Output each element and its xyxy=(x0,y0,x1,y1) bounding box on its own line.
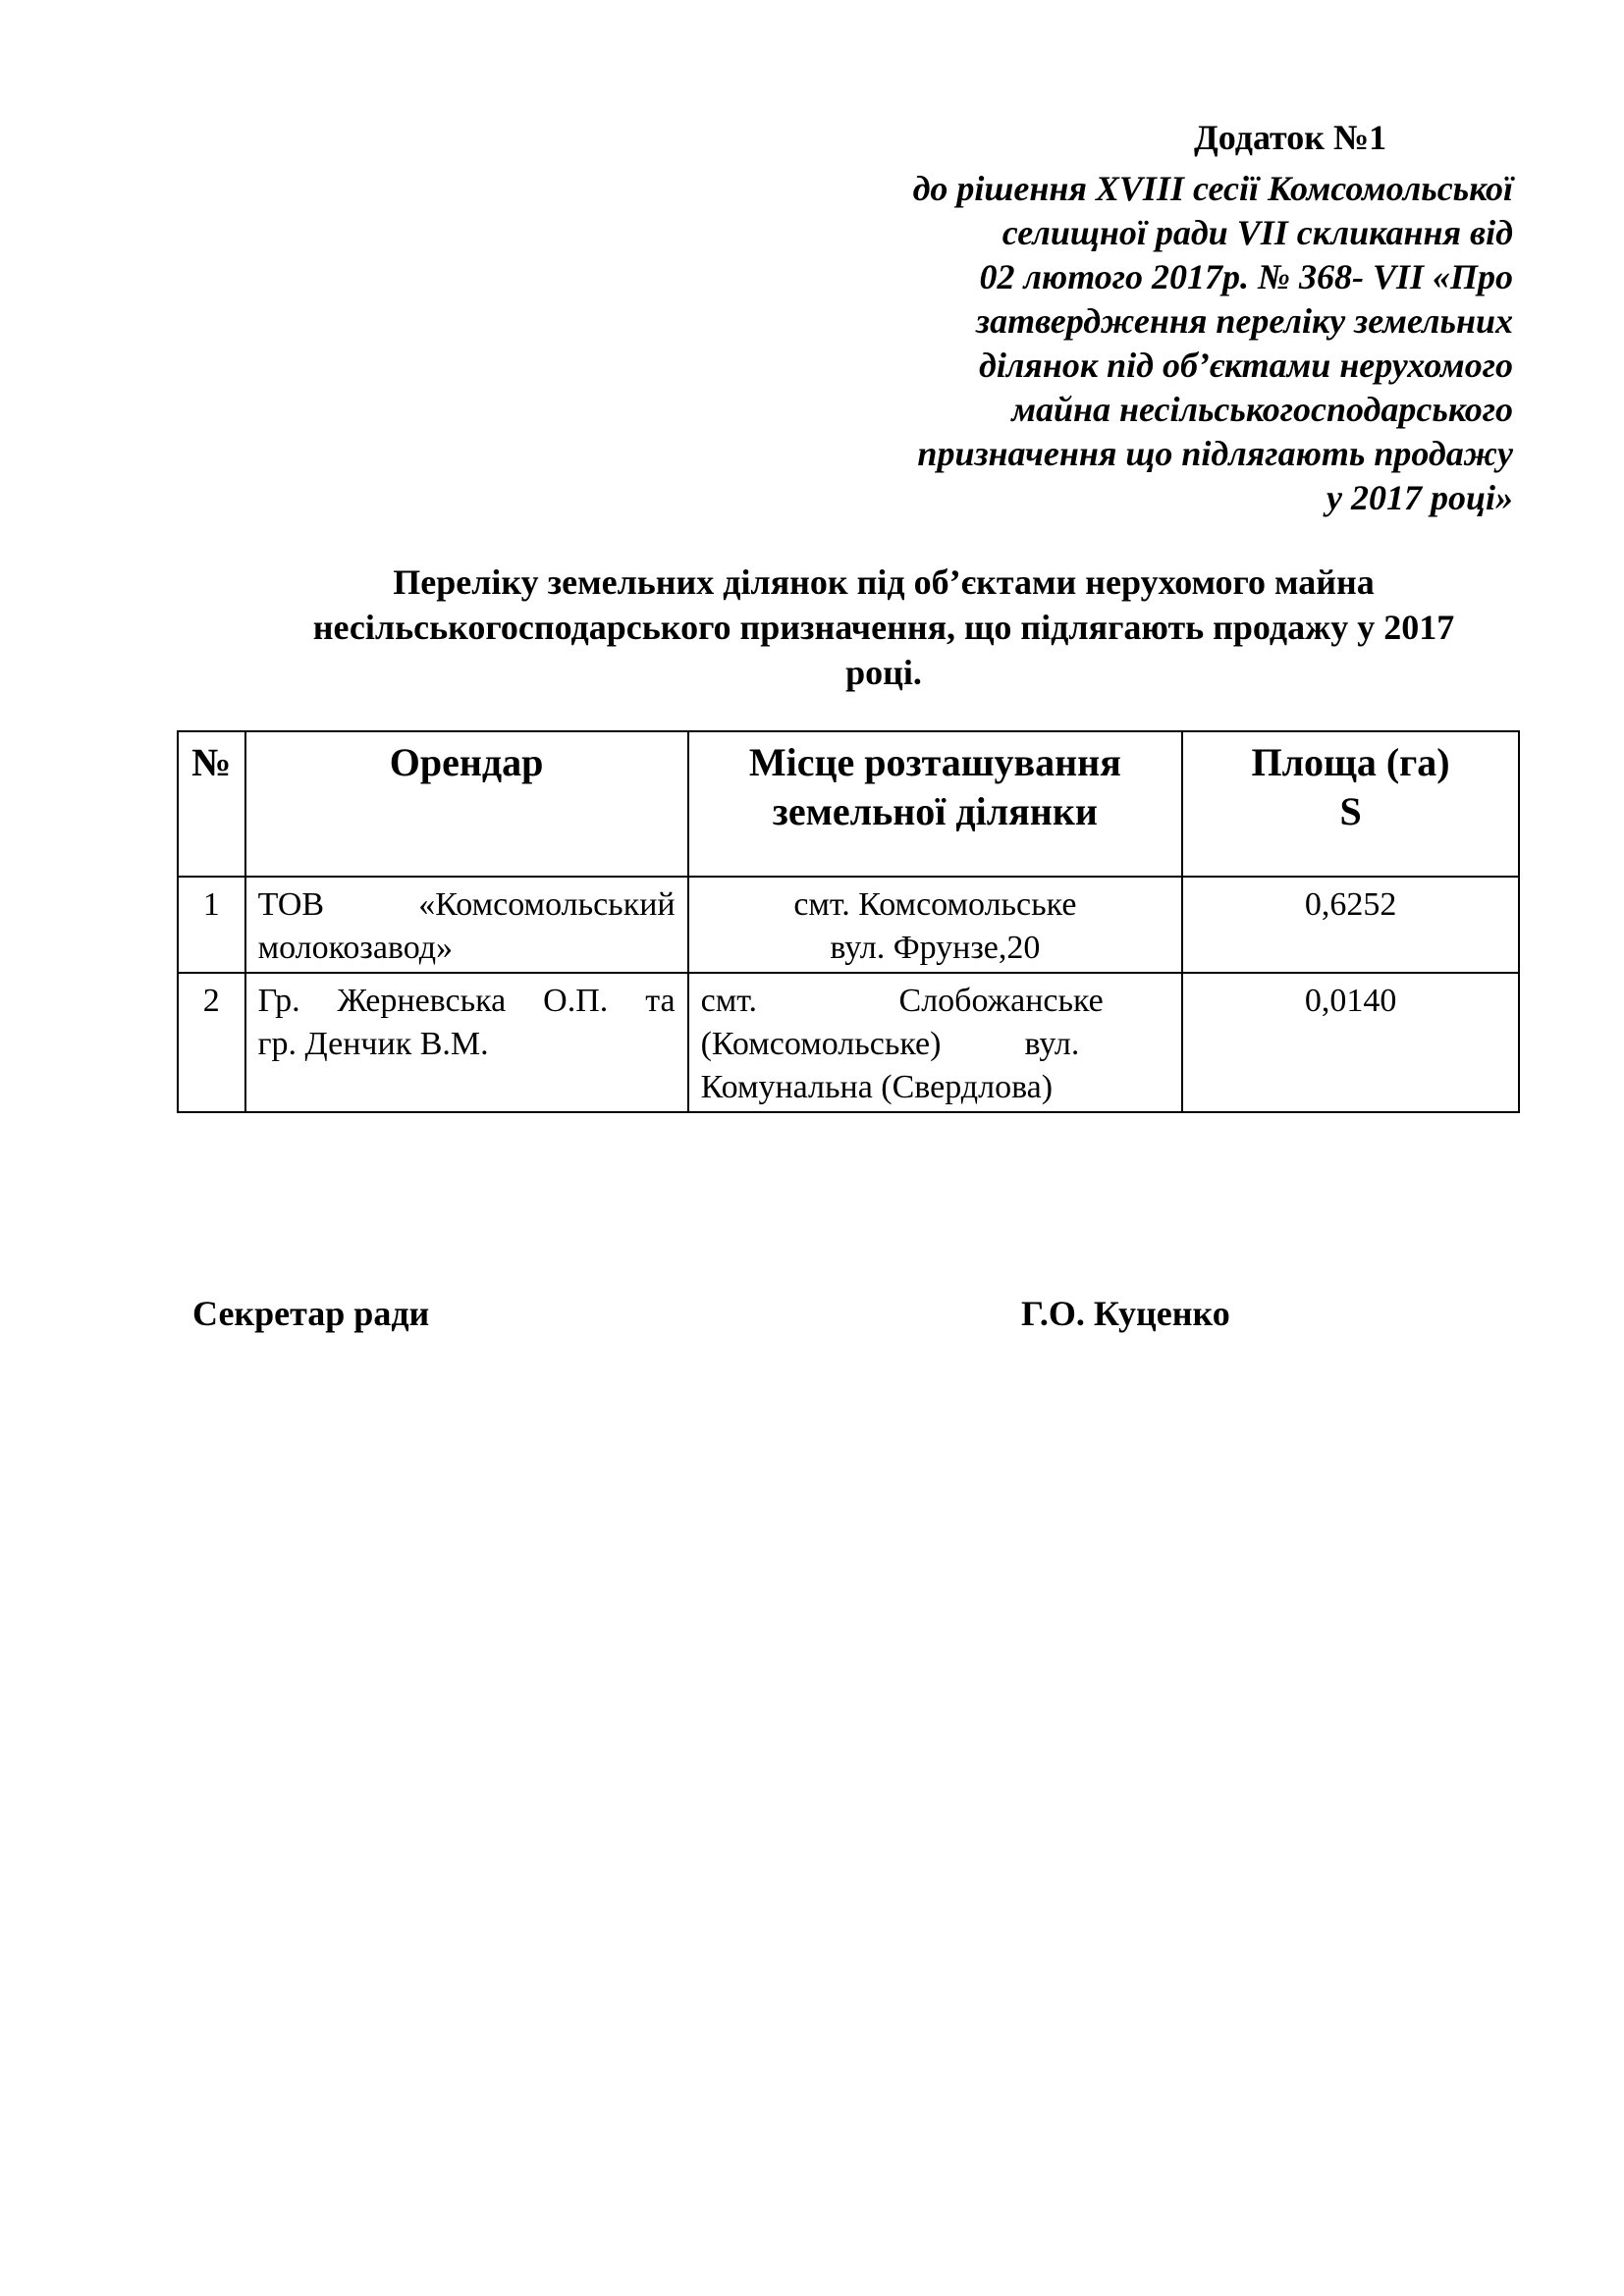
appendix-reference xyxy=(708,167,1513,520)
appendix-ref-line: майна несільськогосподарського xyxy=(1011,390,1513,429)
header-num: № xyxy=(178,731,245,877)
appendix-ref-line: 02 лютого 2017р. № 368- VII «Про xyxy=(979,257,1513,296)
row-num: 1 xyxy=(178,877,245,973)
table-row xyxy=(178,877,1519,973)
table-header-row xyxy=(178,731,1519,877)
tenant-line: молокозавод» xyxy=(257,930,454,966)
appendix-ref-line: у 2017 році» xyxy=(1326,478,1513,517)
location-line: вул. Фрунзе,20 xyxy=(830,930,1041,966)
location-line: (Комсомольське) вул. xyxy=(700,1026,1080,1062)
row-location xyxy=(688,973,1183,1112)
header-location xyxy=(688,731,1183,877)
location-line: смт. Слобожанське xyxy=(700,983,1104,1019)
header-area-line: S xyxy=(1339,789,1362,833)
appendix-title: Додаток №1 xyxy=(1194,118,1387,157)
tenant-line: Гр. Жерневська О.П. та xyxy=(257,983,676,1019)
appendix-ref-line: до рішення XVIII сесії Комсомольської xyxy=(912,169,1513,208)
row-tenant xyxy=(245,973,688,1112)
appendix-ref-line: затвердження переліку земельних xyxy=(976,301,1513,341)
land-plots-table xyxy=(177,730,1520,1113)
header-area-line: Площа (га) xyxy=(1251,740,1450,784)
header-location-line: Місце розташування xyxy=(748,740,1121,784)
heading-line: Переліку земельних ділянок під об’єктами нерухомого майна xyxy=(393,562,1375,602)
heading-line: році. xyxy=(845,653,922,692)
header-tenant: Орендар xyxy=(245,731,688,877)
document-heading xyxy=(196,560,1571,695)
appendix-ref-line: селищної ради VII скликання від xyxy=(1001,213,1513,252)
table-row xyxy=(178,973,1519,1112)
row-area: 0,6252 xyxy=(1182,877,1519,973)
header-location-line: земельної ділянки xyxy=(772,789,1098,833)
location-line: смт. Комсомольське xyxy=(793,886,1077,923)
tenant-line: ТОВ «Комсомольський xyxy=(257,886,676,923)
appendix-ref-line: ділянок під об’єктами нерухомого xyxy=(978,346,1513,385)
row-area: 0,0140 xyxy=(1182,973,1519,1112)
location-line: Комунальна (Свердлова) xyxy=(700,1069,1054,1105)
row-location xyxy=(688,877,1183,973)
signature-name: Г.О. Куценко xyxy=(1021,1294,1230,1333)
row-tenant xyxy=(245,877,688,973)
row-num: 2 xyxy=(178,973,245,1112)
header-area xyxy=(1182,731,1519,877)
appendix-ref-line: призначення що підлягають продажу xyxy=(917,434,1513,473)
tenant-line: гр. Денчик В.М. xyxy=(257,1026,489,1062)
signature-title: Секретар ради xyxy=(192,1294,430,1333)
heading-line: несільськогосподарського призначення, що підлягають продажу у 2017 xyxy=(312,608,1455,647)
